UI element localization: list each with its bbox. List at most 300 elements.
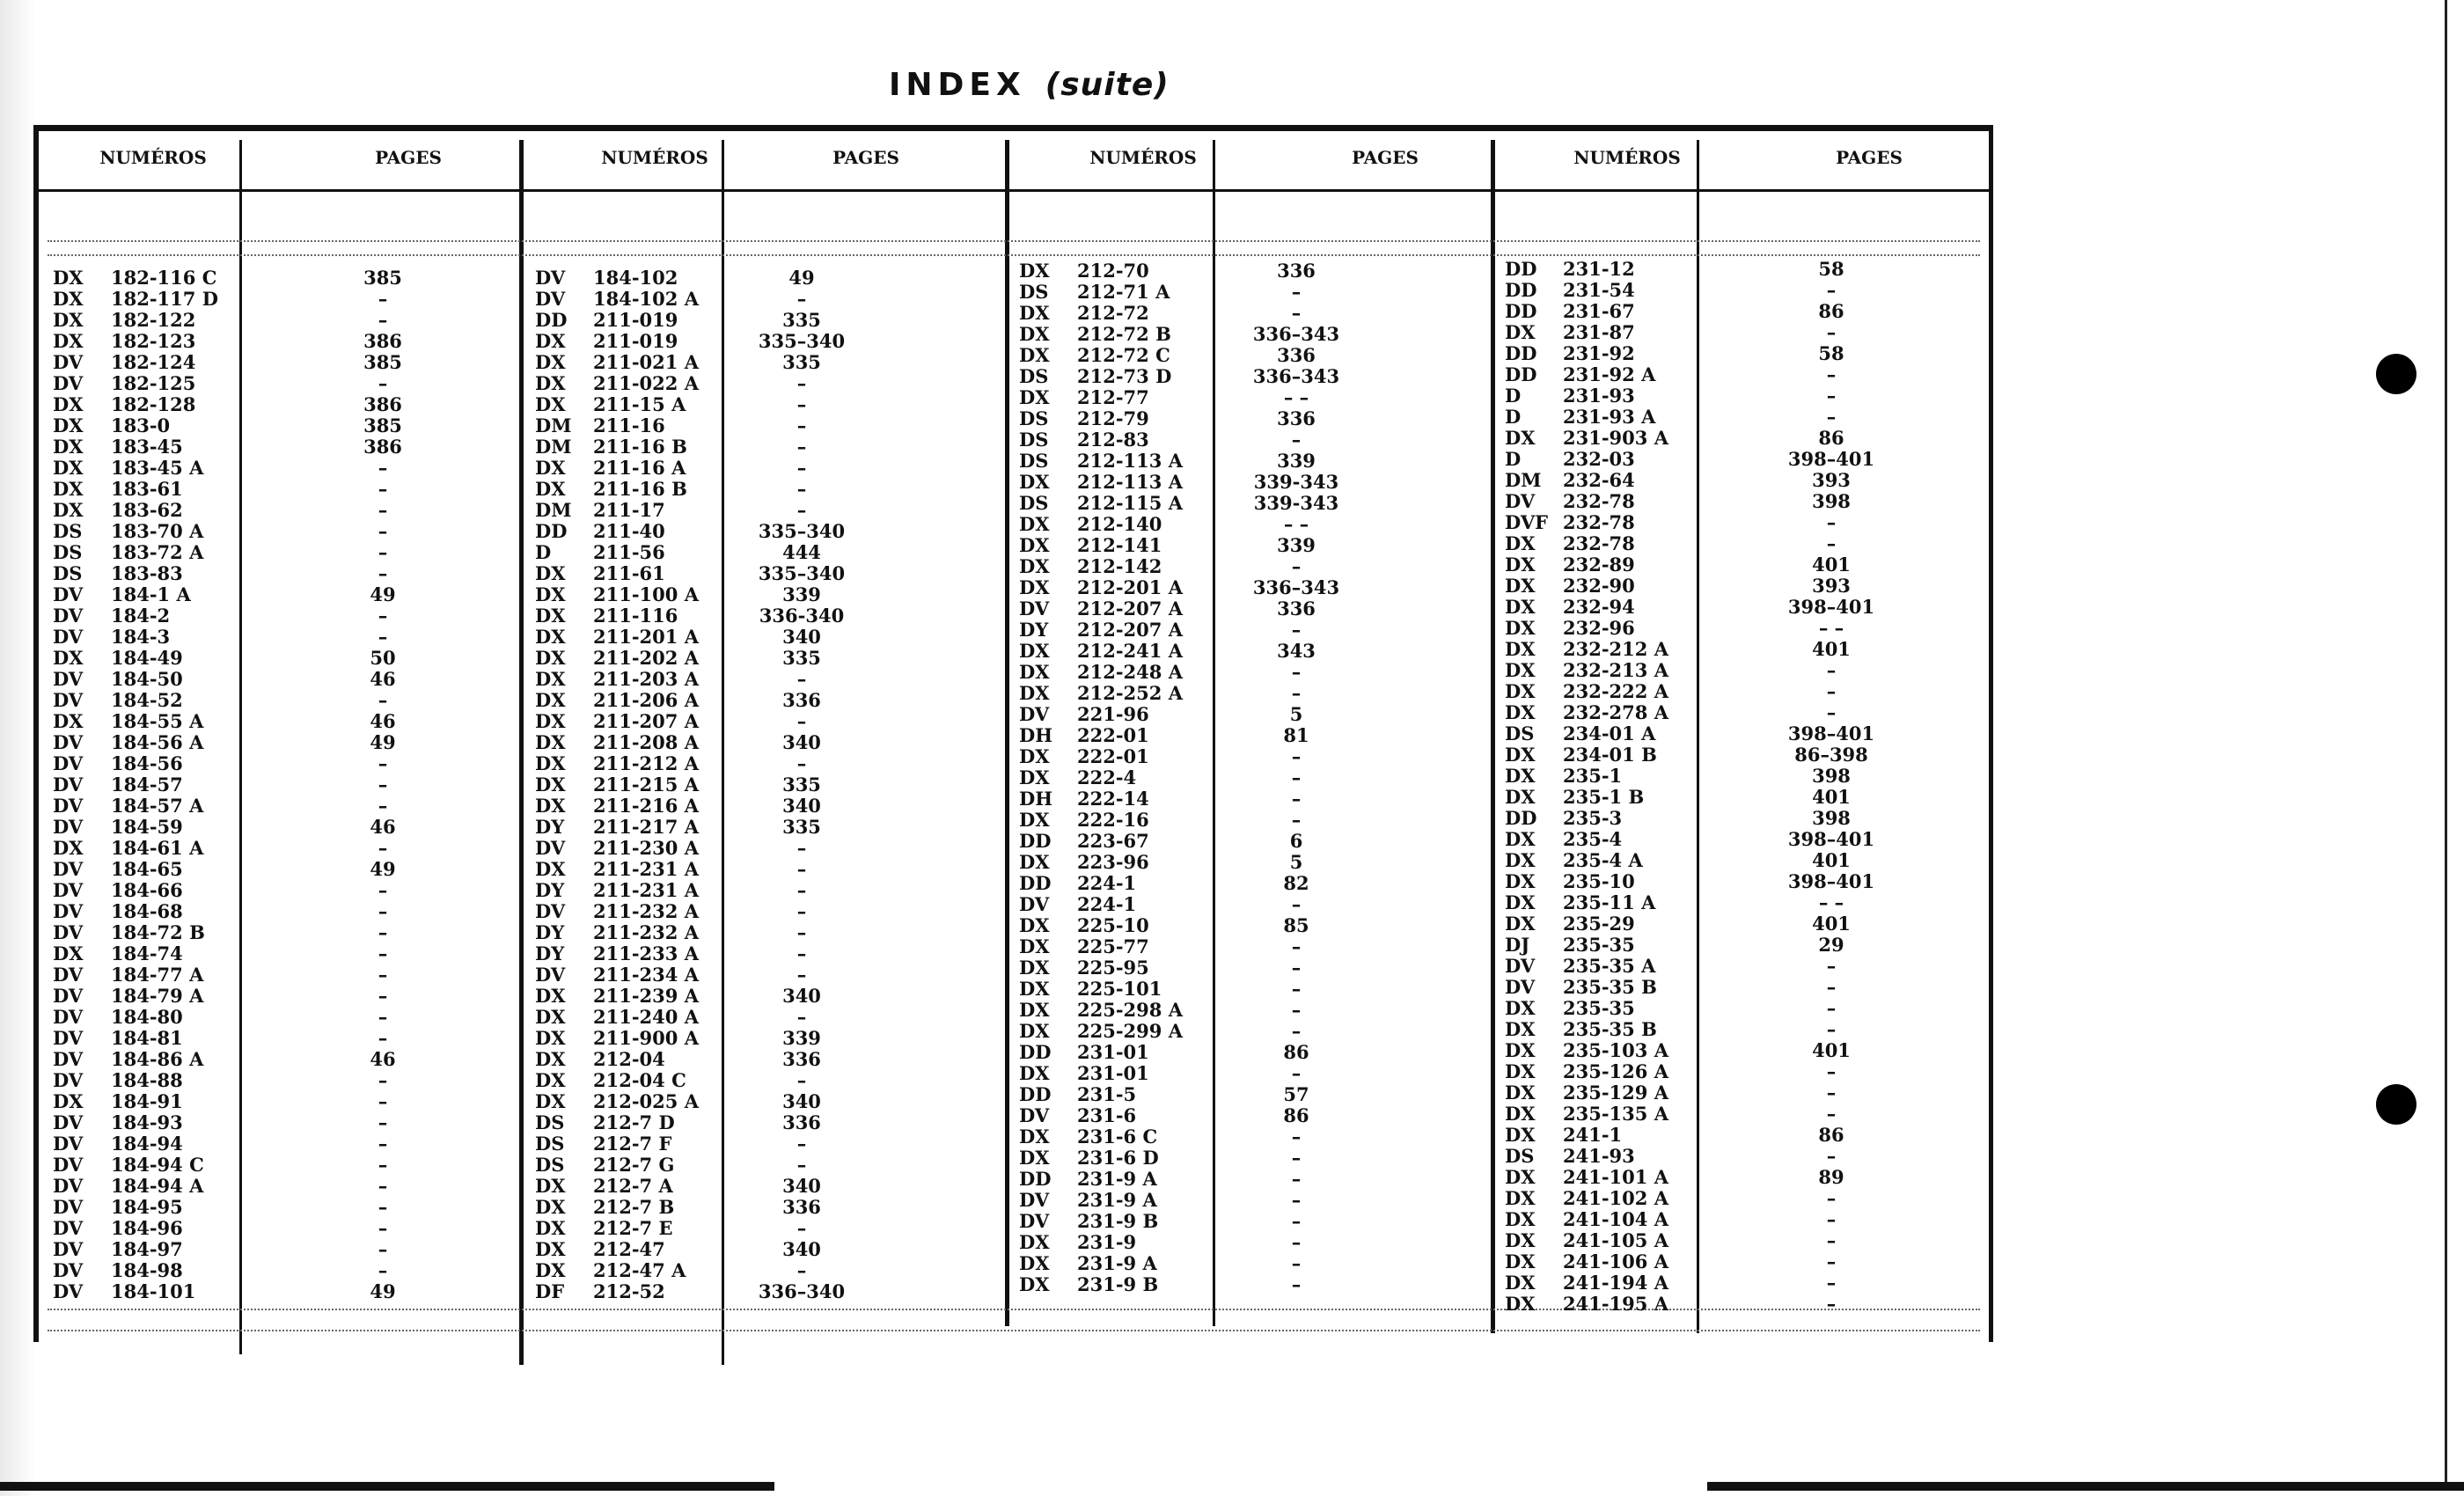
entry-prefix: DX <box>535 710 566 732</box>
index-entry <box>1019 830 1485 851</box>
entry-prefix: DX <box>53 647 84 669</box>
column-divider-major <box>1491 140 1495 1333</box>
index-entry <box>1505 680 1971 701</box>
index-entry <box>53 1048 519 1069</box>
entry-prefix: DX <box>1505 870 1536 892</box>
entry-prefix: DX <box>535 583 566 605</box>
entry-prefix: DV <box>1019 893 1050 915</box>
entry-number: 232-94 <box>1563 596 1635 618</box>
entry-number: 235-3 <box>1563 807 1623 829</box>
entry-prefix: DX <box>535 731 566 753</box>
entry-number: 231-6 <box>1077 1104 1137 1126</box>
index-entry <box>1505 342 1971 363</box>
index-entry <box>1019 429 1485 450</box>
entry-prefix: DS <box>1019 429 1049 451</box>
entry-number: 184-59 <box>111 816 183 838</box>
index-entry <box>1505 701 1971 722</box>
entry-prefix: DX <box>1019 999 1050 1021</box>
entry-number: 184-95 <box>111 1196 183 1218</box>
index-entry <box>1505 427 1971 448</box>
entry-pages: 336 <box>1277 598 1316 620</box>
index-entry <box>1505 997 1971 1018</box>
entry-prefix: DS <box>53 562 83 584</box>
entry-prefix: DX <box>53 499 84 521</box>
index-entry <box>1505 511 1971 532</box>
index-entry <box>535 562 1001 583</box>
entry-pages: 336 <box>1277 407 1316 429</box>
title-suite: (suite) <box>1045 67 1170 103</box>
entry-prefix: DX <box>535 1238 566 1260</box>
entry-prefix: DX <box>535 647 566 669</box>
index-entry <box>1505 765 1971 786</box>
entry-number: 222-4 <box>1077 766 1137 788</box>
index-entry <box>1505 638 1971 659</box>
index-entry <box>53 393 519 414</box>
entry-prefix: DD <box>1505 342 1537 364</box>
entry-prefix: DX <box>535 774 566 796</box>
entry-pages: – <box>378 774 388 796</box>
index-entry <box>535 583 1001 605</box>
entry-pages: 335 <box>782 774 821 796</box>
entry-prefix: D <box>1505 385 1522 407</box>
entry-pages: 335 <box>782 647 821 669</box>
entry-pages: – <box>1826 406 1837 428</box>
entry-prefix: DV <box>1019 1210 1050 1232</box>
entry-number: 211-206 A <box>593 689 699 711</box>
entry-pages: – <box>378 457 388 479</box>
entry-prefix: DM <box>535 414 572 436</box>
entry-prefix: DS <box>53 520 83 542</box>
entry-pages: 336–340 <box>758 1280 846 1302</box>
entry-prefix: DX <box>53 436 84 458</box>
entry-prefix: DV <box>1505 955 1536 977</box>
index-entry <box>53 1238 519 1259</box>
entry-prefix: DY <box>535 816 565 838</box>
entry-number: 232-89 <box>1563 554 1635 576</box>
entry-pages: 401 <box>1812 638 1851 660</box>
entry-prefix: DV <box>53 668 84 690</box>
entry-number: 183-0 <box>111 414 171 436</box>
index-entry <box>1019 302 1485 323</box>
entry-pages: – <box>378 541 388 563</box>
entry-pages: 336 <box>1277 260 1316 282</box>
entry-pages: – <box>1291 745 1302 767</box>
entry-pages: – <box>1826 976 1837 998</box>
entry-pages: – <box>1291 682 1302 704</box>
entry-pages: – <box>1291 957 1302 979</box>
index-entry <box>1505 532 1971 554</box>
entry-number: 211-216 A <box>593 795 699 817</box>
entry-prefix: DV <box>53 1280 84 1302</box>
entry-pages: 385 <box>363 414 402 436</box>
entry-pages: – <box>1826 1187 1837 1209</box>
entry-prefix: DS <box>53 541 83 563</box>
entry-number: 241-194 A <box>1563 1272 1668 1294</box>
index-entry <box>535 1090 1001 1111</box>
entry-prefix: DV <box>53 1133 84 1155</box>
entry-pages: – <box>1826 680 1837 702</box>
index-entry <box>1505 744 1971 765</box>
entry-prefix: DX <box>1505 786 1536 808</box>
entry-prefix: DV <box>53 1069 84 1091</box>
index-entry <box>1019 914 1485 935</box>
entry-pages: 336–343 <box>1252 576 1340 598</box>
entry-pages: – <box>1826 1229 1837 1251</box>
index-entry <box>535 478 1001 499</box>
entry-number: 212-7 F <box>593 1133 672 1155</box>
index-entry <box>1019 724 1485 745</box>
index-entry <box>1019 598 1485 619</box>
entry-number: 241-1 <box>1563 1124 1623 1146</box>
index-entry <box>1019 1041 1485 1062</box>
entry-number: 184-94 C <box>111 1154 204 1176</box>
entry-prefix: DX <box>535 562 566 584</box>
index-entry <box>1019 1252 1485 1273</box>
entry-pages: – – <box>1283 513 1309 535</box>
entry-prefix: D <box>535 541 552 563</box>
entry-number: 184-52 <box>111 689 183 711</box>
entry-pages: – <box>378 689 388 711</box>
index-entry <box>1019 555 1485 576</box>
entry-pages: 335–340 <box>758 520 846 542</box>
entry-number: 211-208 A <box>593 731 699 753</box>
entry-number: 235-11 A <box>1563 891 1656 913</box>
entry-pages: – <box>1826 1082 1837 1104</box>
entry-pages: – <box>1826 1060 1837 1082</box>
entry-prefix: DX <box>1019 935 1050 957</box>
entry-prefix: DX <box>535 626 566 648</box>
entry-pages: – <box>796 1259 807 1281</box>
index-entry <box>535 1133 1001 1154</box>
entry-prefix: DM <box>535 499 572 521</box>
entry-pages: 86 <box>1818 427 1844 449</box>
entry-prefix: DS <box>1019 365 1049 387</box>
entry-prefix: DD <box>1019 830 1052 852</box>
entry-pages: 340 <box>782 626 821 648</box>
entry-prefix: DX <box>535 689 566 711</box>
entry-pages: 336–343 <box>1252 365 1340 387</box>
entry-prefix: DS <box>535 1154 565 1176</box>
entry-pages: 335 <box>782 309 821 331</box>
entry-pages: – <box>378 1133 388 1155</box>
entry-number: 212-140 <box>1077 513 1162 535</box>
entry-number: 182-128 <box>111 393 196 415</box>
entry-number: 231-93 A <box>1563 406 1656 428</box>
entry-prefix: DV <box>53 921 84 943</box>
entry-number: 211-021 A <box>593 351 699 373</box>
index-entry <box>53 1175 519 1196</box>
entry-pages: 82 <box>1283 872 1309 894</box>
entry-number: 235-1 B <box>1563 786 1645 808</box>
entry-number: 211-232 A <box>593 921 699 943</box>
entry-number: 235-35 B <box>1563 1018 1657 1040</box>
index-entry <box>53 457 519 478</box>
entry-prefix: DV <box>53 1175 84 1197</box>
entry-prefix: DV <box>53 731 84 753</box>
entry-number: 184-97 <box>111 1238 183 1260</box>
punch-hole <box>2376 354 2416 394</box>
index-entry <box>1019 281 1485 302</box>
entry-prefix: DX <box>53 942 84 964</box>
entry-prefix: DX <box>1019 1231 1050 1253</box>
entry-prefix: DX <box>53 267 84 289</box>
entry-pages: – <box>1291 1062 1302 1084</box>
entry-number: 225-95 <box>1077 957 1149 979</box>
entry-number: 184-61 A <box>111 837 204 859</box>
entry-pages: – <box>1826 511 1837 533</box>
entry-pages: – <box>378 1090 388 1112</box>
entry-number: 211-40 <box>593 520 665 542</box>
header-numeros-2: NUMÉROS <box>601 147 708 168</box>
index-entry <box>535 626 1001 647</box>
entry-number: 222-01 <box>1077 745 1149 767</box>
entry-number: 212-7 G <box>593 1154 675 1176</box>
index-entry <box>1505 1187 1971 1208</box>
entry-prefix: DV <box>53 372 84 394</box>
page-bottom-gap <box>774 1478 1707 1496</box>
dotted-rule <box>48 240 1980 242</box>
index-entry <box>53 752 519 774</box>
index-entry <box>53 816 519 837</box>
entry-pages: – <box>378 1175 388 1197</box>
index-entry <box>53 372 519 393</box>
index-entry <box>1505 1272 1971 1293</box>
entry-prefix: DV <box>53 795 84 817</box>
entry-number: 211-900 A <box>593 1027 699 1049</box>
entry-prefix: DV <box>53 985 84 1007</box>
entry-prefix: DV <box>535 837 566 859</box>
entry-number: 231-01 <box>1077 1062 1149 1084</box>
entry-prefix: DX <box>53 393 84 415</box>
entry-pages: 6 <box>1289 830 1303 852</box>
entry-number: 212-73 D <box>1077 365 1172 387</box>
entry-prefix: DX <box>535 1069 566 1091</box>
index-entry <box>1019 534 1485 555</box>
index-entry <box>535 1196 1001 1217</box>
index-entry <box>53 985 519 1006</box>
index-entry <box>535 499 1001 520</box>
entry-number: 232-78 <box>1563 532 1635 554</box>
entry-pages: 398–401 <box>1787 870 1875 892</box>
index-entry <box>1019 957 1485 978</box>
entry-prefix: DX <box>535 1175 566 1197</box>
index-entry <box>53 499 519 520</box>
index-entry <box>535 1069 1001 1090</box>
index-entry <box>1505 258 1971 279</box>
index-entry <box>535 774 1001 795</box>
index-entry <box>1019 872 1485 893</box>
entry-pages: 46 <box>370 668 396 690</box>
index-entry <box>535 520 1001 541</box>
entry-prefix: DX <box>1505 1229 1536 1251</box>
entry-pages: – <box>796 1133 807 1155</box>
index-entry <box>1019 809 1485 830</box>
entry-number: 184-91 <box>111 1090 183 1112</box>
entry-pages: – <box>1291 302 1302 324</box>
entry-pages: – <box>796 457 807 479</box>
entry-pages: 339 <box>1277 534 1316 556</box>
index-entry <box>1505 617 1971 638</box>
index-entry <box>53 1133 519 1154</box>
entry-number: 211-16 <box>593 414 665 436</box>
index-entry <box>53 668 519 689</box>
index-entry <box>1505 1124 1971 1145</box>
index-entry <box>535 1259 1001 1280</box>
entry-prefix: DX <box>53 478 84 500</box>
entry-prefix: DH <box>1019 724 1053 746</box>
entry-pages: 336 <box>782 689 821 711</box>
entry-prefix: DY <box>535 921 565 943</box>
index-entry <box>535 605 1001 626</box>
entry-prefix: DX <box>53 414 84 436</box>
entry-prefix: DX <box>53 457 84 479</box>
index-entry <box>1505 786 1971 807</box>
entry-number: 232-78 <box>1563 511 1635 533</box>
index-table <box>33 125 1993 1342</box>
entry-number: 231-87 <box>1563 321 1635 343</box>
index-entry <box>535 668 1001 689</box>
header-pages-4: PAGES <box>1836 147 1903 168</box>
entry-number: 211-233 A <box>593 942 699 964</box>
entry-prefix: DV <box>1019 1104 1050 1126</box>
entry-pages: – <box>1826 955 1837 977</box>
index-entry <box>535 964 1001 985</box>
entry-pages: – <box>796 900 807 922</box>
index-entry <box>1505 1060 1971 1082</box>
entry-number: 212-141 <box>1077 534 1162 556</box>
entry-prefix: DX <box>1505 1250 1536 1272</box>
index-entry <box>535 288 1001 309</box>
entry-number: 211-17 <box>593 499 665 521</box>
entry-prefix: DX <box>1505 1082 1536 1104</box>
index-entry <box>1505 934 1971 955</box>
index-entry <box>1505 1166 1971 1187</box>
entry-prefix: DX <box>1505 744 1536 766</box>
index-entry <box>1019 1020 1485 1041</box>
header-numeros-3: NUMÉROS <box>1089 147 1197 168</box>
entry-prefix: DD <box>1505 363 1537 385</box>
index-entry <box>1019 1104 1485 1126</box>
entry-pages: 398 <box>1812 765 1851 787</box>
index-entry <box>1505 807 1971 828</box>
entry-pages: 5 <box>1289 851 1303 873</box>
index-entry <box>1505 1103 1971 1124</box>
entry-number: 222-14 <box>1077 788 1149 810</box>
index-entry <box>53 1280 519 1302</box>
entry-prefix: D <box>1505 406 1522 428</box>
entry-pages: – <box>378 1111 388 1133</box>
entry-pages: 335 <box>782 816 821 838</box>
entry-pages: 385 <box>363 267 402 289</box>
entry-pages: – <box>796 1006 807 1028</box>
index-entry <box>1019 893 1485 914</box>
entry-pages: 335–340 <box>758 562 846 584</box>
index-entry <box>1019 619 1485 640</box>
entry-prefix: DX <box>535 1217 566 1239</box>
entry-number: 231-9 B <box>1077 1273 1159 1295</box>
entry-number: 184-56 A <box>111 731 204 753</box>
punch-hole <box>2376 1084 2416 1125</box>
entry-prefix: DX <box>535 752 566 774</box>
index-entry <box>53 1027 519 1048</box>
entry-prefix: DX <box>1019 766 1050 788</box>
index-entry <box>53 1259 519 1280</box>
entry-number: 184-77 A <box>111 964 204 986</box>
entry-number: 212-142 <box>1077 555 1162 577</box>
entry-pages: 86 <box>1818 300 1844 322</box>
index-entry <box>1505 596 1971 617</box>
entry-number: 241-104 A <box>1563 1208 1668 1230</box>
entry-number: 184-1 A <box>111 583 191 605</box>
index-entry <box>1505 976 1971 997</box>
entry-pages: – <box>378 752 388 774</box>
index-entry <box>535 816 1001 837</box>
index-entry <box>53 774 519 795</box>
entry-prefix: DS <box>1505 722 1535 744</box>
entry-number: 184-102 A <box>593 288 699 310</box>
entry-number: 211-100 A <box>593 583 699 605</box>
entry-prefix: DX <box>53 288 84 310</box>
index-entry <box>535 752 1001 774</box>
entry-pages: 58 <box>1818 258 1844 280</box>
header-numeros-4: NUMÉROS <box>1573 147 1681 168</box>
entry-pages: – <box>1291 619 1302 641</box>
entry-pages: – <box>796 1069 807 1091</box>
entry-prefix: DY <box>535 942 565 964</box>
index-entry <box>53 942 519 964</box>
entry-pages: – <box>1291 999 1302 1021</box>
entry-number: 211-217 A <box>593 816 699 838</box>
entry-pages: 343 <box>1277 640 1316 662</box>
entry-number: 223-96 <box>1077 851 1149 873</box>
entry-number: 212-04 <box>593 1048 665 1070</box>
index-entry <box>1505 575 1971 596</box>
entry-pages: 49 <box>370 858 396 880</box>
entry-prefix: DX <box>1019 745 1050 767</box>
entry-number: 225-299 A <box>1077 1020 1183 1042</box>
entry-number: 212-252 A <box>1077 682 1183 704</box>
entry-prefix: DX <box>53 710 84 732</box>
entry-pages: 86 <box>1818 1124 1844 1146</box>
entry-prefix: DX <box>53 330 84 352</box>
entry-pages: 49 <box>370 583 396 605</box>
entry-pages: – <box>378 520 388 542</box>
index-entry <box>535 393 1001 414</box>
entry-pages: – <box>1291 1147 1302 1169</box>
entry-number: 241-105 A <box>1563 1229 1668 1251</box>
entry-number: 231-92 A <box>1563 363 1656 385</box>
index-entry <box>1019 978 1485 999</box>
entry-pages: 58 <box>1818 342 1844 364</box>
entry-number: 184-72 B <box>111 921 205 943</box>
entry-prefix: DX <box>1019 344 1050 366</box>
entry-number: 183-70 A <box>111 520 204 542</box>
index-entry <box>1019 851 1485 872</box>
index-entry <box>1019 1126 1485 1147</box>
entry-pages: – <box>1291 788 1302 810</box>
index-entry <box>1019 1147 1485 1168</box>
entry-pages: 398–401 <box>1787 448 1875 470</box>
entry-prefix: DVF <box>1505 511 1549 533</box>
entry-prefix: DX <box>1505 1272 1536 1294</box>
index-entry <box>1019 344 1485 365</box>
entry-number: 211-215 A <box>593 774 699 796</box>
index-entry <box>53 1006 519 1027</box>
entry-number: 232-03 <box>1563 448 1635 470</box>
entry-pages: 49 <box>370 1280 396 1302</box>
entry-number: 232-78 <box>1563 490 1635 512</box>
index-entry <box>1505 849 1971 870</box>
